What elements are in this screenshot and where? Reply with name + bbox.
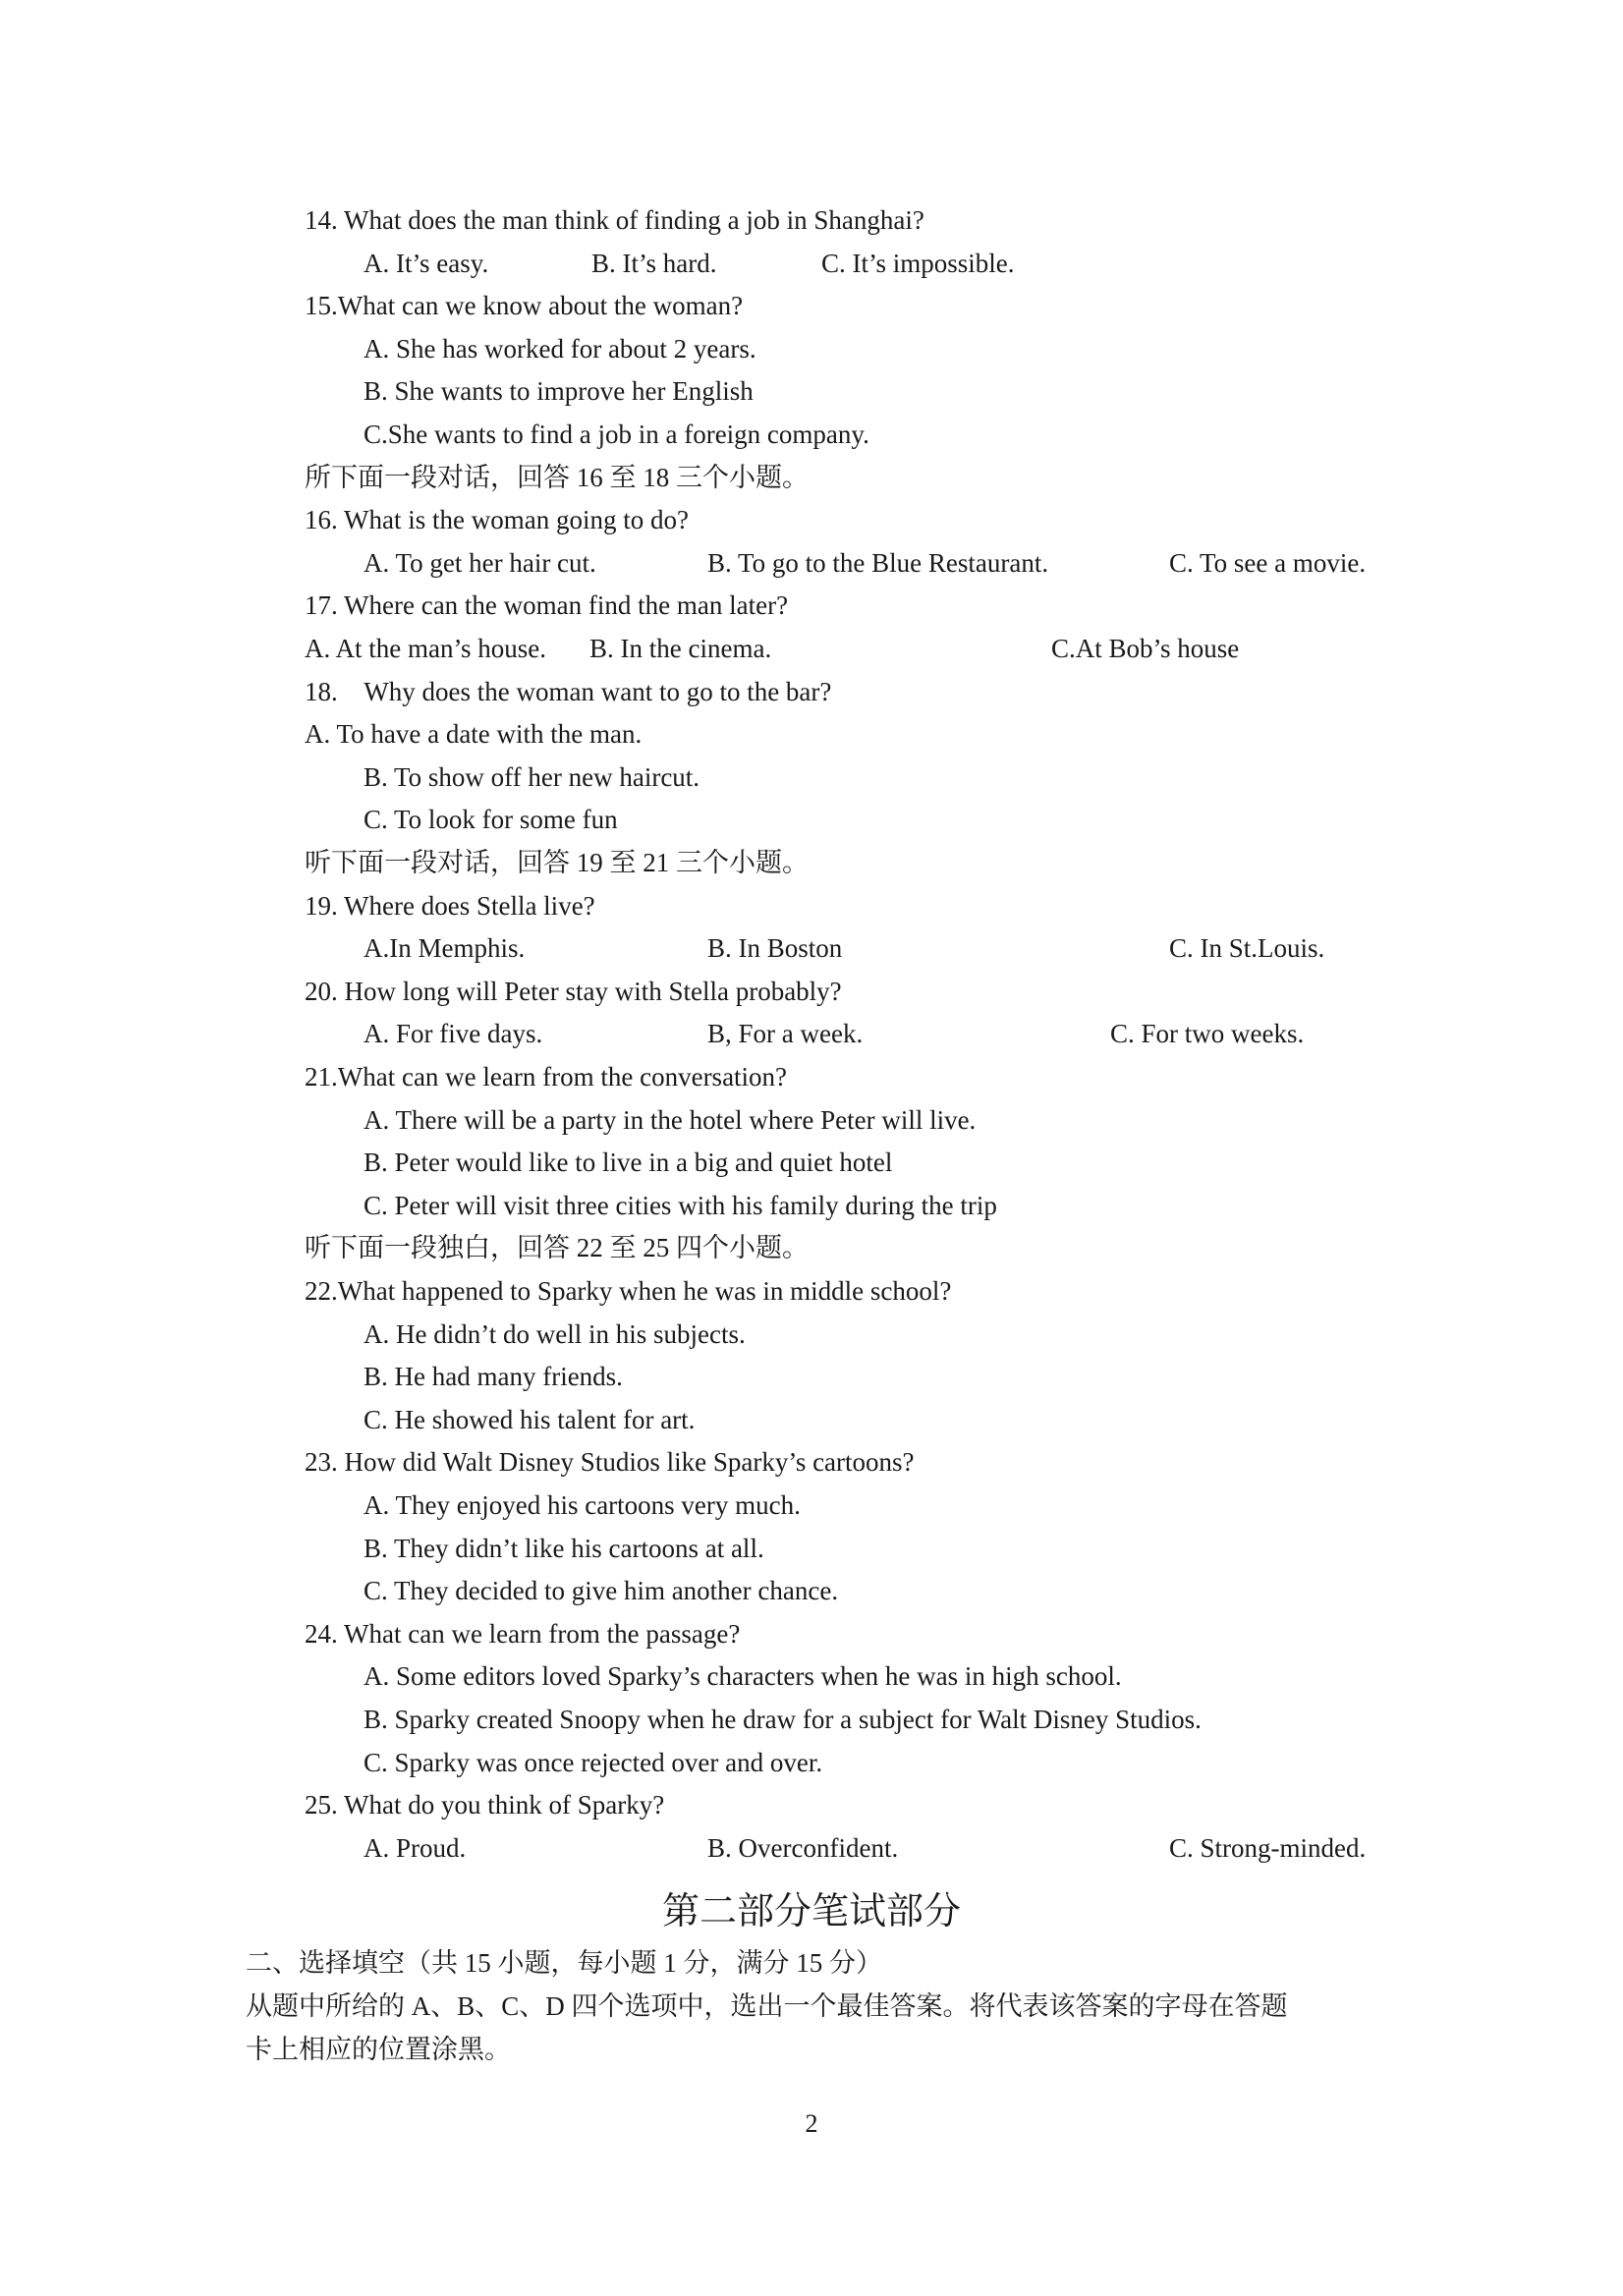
option-b: B. In the cinema. [589, 634, 772, 663]
options-20 [364, 1012, 1444, 1055]
option-22-a: A. He didn’t do well in his subjects. [364, 1319, 746, 1349]
option-22-b: B. He had many friends. [364, 1362, 623, 1391]
option-15-c: C.She wants to find a job in a foreign company. [364, 420, 869, 449]
option-24-a: A. Some editors loved Sparky’s characters when he was in high school. [364, 1661, 1122, 1691]
question-23: 23. How did Walt Disney Studios like Sparky’s cartoons? [305, 1447, 915, 1477]
option-23-c: C. They decided to give him another chance. [364, 1576, 839, 1605]
page-number: 2 [805, 2109, 818, 2138]
question-21: 21.What can we learn from the conversation? [305, 1062, 788, 1092]
question-22: 22.What happened to Sparky when he was in middle school? [305, 1276, 952, 1306]
option-22-c: C. He showed his talent for art. [364, 1405, 696, 1434]
option-a: A. Proud. [364, 1833, 467, 1863]
option-b: B. Overconfident. [707, 1833, 899, 1863]
question-25: 25. What do you think of Sparky? [305, 1790, 665, 1820]
option-a: A. At the man’s house. [305, 634, 546, 663]
option-23-b: B. They didn’t like his cartoons at all. [364, 1534, 764, 1563]
question-20: 20. How long will Peter stay with Stella probably? [305, 977, 842, 1006]
option-21-a: A. There will be a party in the hotel where Peter will live. [364, 1105, 977, 1135]
question-15: 15.What can we know about the woman? [305, 291, 744, 320]
option-c: C. For two weeks. [1110, 1019, 1305, 1048]
listening-instruction-16-18: 所下面一段对话，回答 16 至 18 三个小题。 [305, 463, 809, 492]
option-23-a: A. They enjoyed his cartoons very much. [364, 1490, 801, 1520]
listening-instruction-22-25: 听下面一段独白，回答 22 至 25 四个小题。 [305, 1233, 809, 1262]
option-a: A. It’s easy. [364, 249, 489, 278]
listening-instruction-19-21: 听下面一段对话，回答 19 至 21 三个小题。 [305, 848, 809, 877]
option-18-a: A. To have a date with the man. [305, 719, 643, 749]
option-18-c: C. To look for some fun [364, 805, 618, 834]
option-a: A. To get her hair cut. [364, 548, 596, 578]
option-a: A. For five days. [364, 1019, 543, 1048]
option-21-b: B. Peter would like to live in a big and quiet hotel [364, 1148, 893, 1177]
option-c: C. In St.Louis. [1169, 933, 1325, 963]
option-15-a: A. She has worked for about 2 years. [364, 334, 756, 364]
option-15-b: B. She wants to improve her English [364, 376, 754, 406]
option-24-b: B. Sparky created Snoopy when he draw for a subject for Walt Disney Studios. [364, 1705, 1202, 1734]
question-14: 14. What does the man think of finding a job in Shanghai? [305, 205, 924, 235]
options-17 [305, 627, 1385, 670]
question-18: 18. Why does the woman want to go to the bar? [305, 677, 832, 706]
option-c: C. To see a movie. [1169, 548, 1367, 578]
question-16: 16. What is the woman going to do? [305, 505, 689, 534]
option-a: A.In Memphis. [364, 933, 526, 963]
section-title: 二、选择填空（共 15 小题，每小题 1 分，满分 15 分） [246, 1948, 882, 1978]
options-25 [364, 1826, 1444, 1870]
question-19: 19. Where does Stella live? [305, 891, 595, 921]
options-16 [364, 541, 1444, 585]
option-b: B, For a week. [707, 1019, 864, 1048]
option-24-c: C. Sparky was once rejected over and over. [364, 1748, 823, 1777]
option-18-b: B. To show off her new haircut. [364, 762, 700, 792]
options-14 [364, 242, 1444, 285]
instructions-line-2: 卡上相应的位置涂黑。 [246, 2035, 511, 2064]
option-b: B. To go to the Blue Restaurant. [707, 548, 1049, 578]
instructions-line-1: 从题中所给的 A、B、C、D 四个选项中，选出一个最佳答案。将代表该答案的字母在答题 [246, 1991, 1288, 2021]
options-19 [364, 926, 1444, 970]
question-17: 17. Where can the woman find the man later? [305, 590, 789, 620]
part-heading: 第二部分笔试部分 [661, 1891, 961, 1932]
option-b: B. It’s hard. [591, 249, 717, 278]
option-c: C. Strong-minded. [1169, 1833, 1367, 1863]
option-c: C.At Bob’s house [1051, 634, 1240, 663]
option-21-c: C. Peter will visit three cities with his family during the trip [364, 1191, 997, 1220]
question-24: 24. What can we learn from the passage? [305, 1619, 741, 1649]
option-c: C. It’s impossible. [821, 249, 1015, 278]
option-b: B. In Boston [707, 933, 843, 963]
